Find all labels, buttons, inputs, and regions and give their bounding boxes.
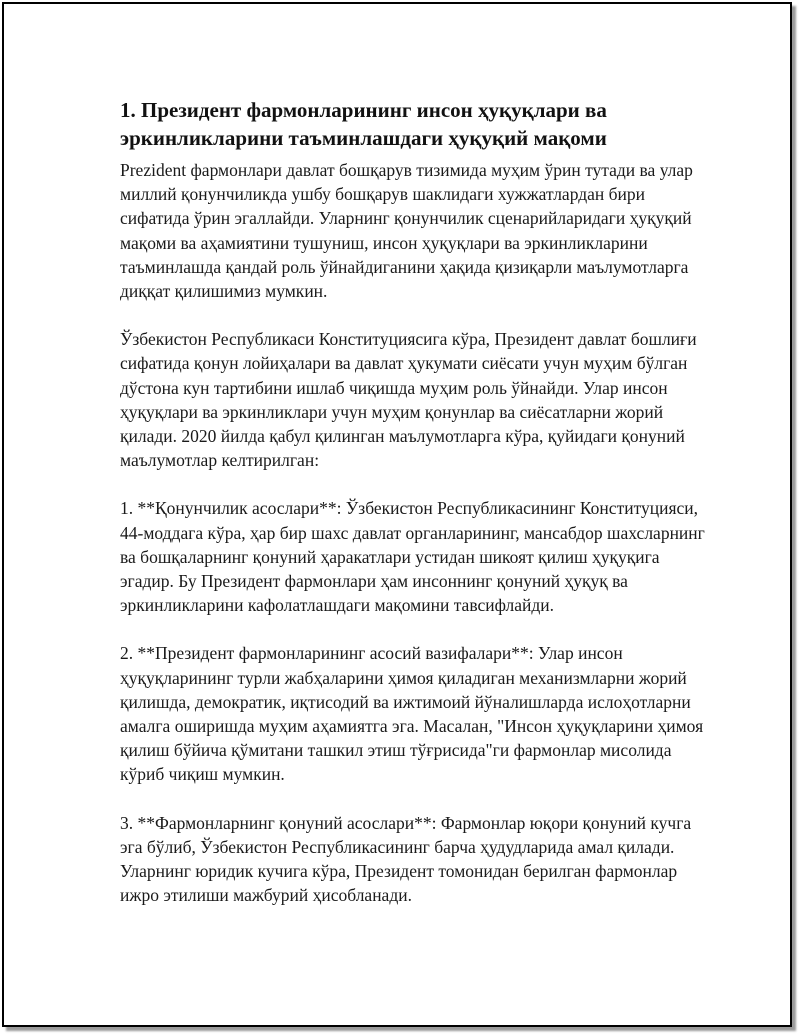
document-page [2,2,792,1027]
paragraph-item-1: 1. **Қонунчилик асослари**: Ўзбекистон Республикасининг Конституцияси, 44-моддага кўра, ҳар бир шахс давлат органларининг, мансабдор шахсларнинг ва бошқаларнинг қонуний ҳаракатлари устидан шикоят қилиш ҳуқуқига эгадир. Бу Президент фармонлари ҳам инсоннинг қонуний ҳуқуқ ва эркинликларини кафолатлашдаги мақомини тавсифлайди. [120,498,705,616]
paragraph-item-2: 2. **Президент фармонларининг асосий вазифалари**: Улар инсон ҳуқуқларининг турли жабҳаларини ҳимоя қиладиган механизмларни жорий қилишда, демократик, иқтисодий ва ижтимоий йўналишларда ислоҳотларни амалга оширишда муҳим аҳамиятга эга. Масалан, "Инсон ҳуқуқларини ҳимоя қилиш бўйича қўмитани ташкил этиш тўғрисида"ги фармонлар мисолида кўриб чиқиш мумкин. [120,643,704,785]
paragraph-intro: Prezident фармонлари давлат бошқарув тизимида муҳим ўрин тутади ва улар миллий қонунчиликда ушбу бошқарув шаклидаги хужжатлардан бири сифатида ўрин эгаллайди. Уларнинг қонунчилик сценарийларидаги ҳуқуқий мақоми ва аҳамиятини тушуниш, инсон ҳуқуқлари ва эркинликларини таъминлашда қандай роль ўйнайдиганини ҳақида қизиқарли маълумотларга диққат қилишимиз мумкин. [120,160,693,302]
document-body [120,96,710,931]
section-heading: 1. Президент фармонларининг инсон ҳуқуқлари ва эркинликларини таъминлашдаги ҳуқуқий мақоми [120,98,607,150]
paragraph-item-3: 3. **Фармонларнинг қонуний асослари**: Фармонлар юқори қонуний кучга эга бўлиб, Ўзбекистон Республикасининг барча ҳудудларида амал қилади. Уларнинг юридик кучига кўра, Президент томонидан берилган фармонлар ижро этилиши мажбурий ҳисобланади. [120,812,692,906]
paragraph-constitution: Ўзбекистон Республикаси Конституциясига кўра, Президент давлат бошлиғи сифатида қонун лойиҳалари ва давлат ҳукумати сиёсати учун муҳим бўлган дўстона кун тартибини ишлаб чиқишда муҳим роль ўйнайди. Улар инсон ҳуқуқлари ва эркинликлари учун муҳим қонунлар ва сиёсатларни жорий қилади. 2020 йилда қабул қилинган маълумотларга кўра, қуйидаги қонуний маълумотлар келтирилган: [120,329,697,471]
